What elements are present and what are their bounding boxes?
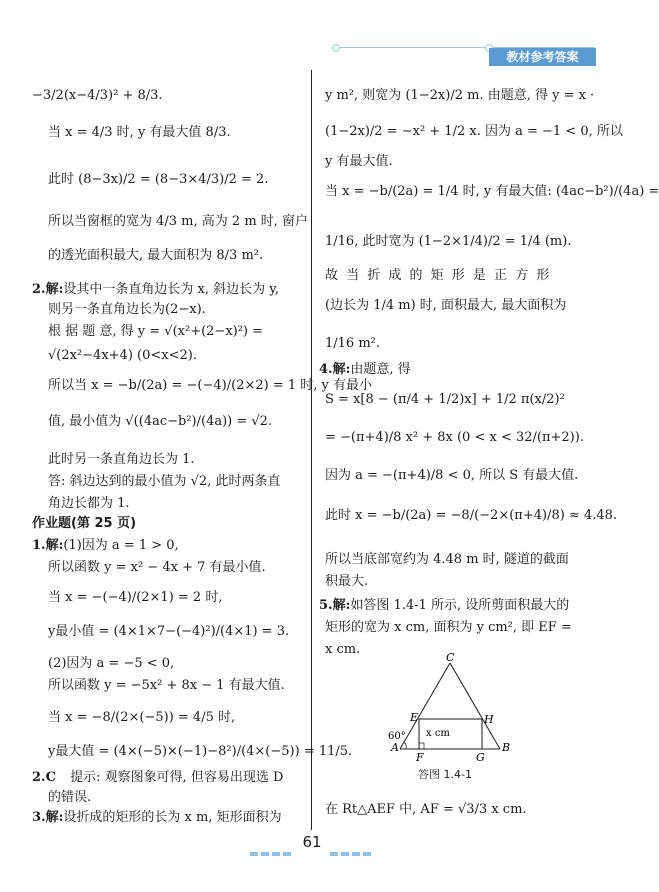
text-line: y最大值 = (4×(−5)×(−1)−8²)/(4×(−5)) = 11/5. [48,744,353,759]
text-line: y最小值 = (4×1×7−(−4)²)/(4×1) = 3. [48,624,290,639]
header-tab: 教材参考答案 [489,48,596,66]
text-line: 当 x = −(−4)/(2×1) = 2 时, [48,590,223,605]
text-line: 答: 斜边达到的最小值为 √2, 此时两条直 [48,474,281,489]
text-line: 1/16, 此时宽为 (1−2×1/4)/2 = 1/4 (m). [325,234,572,249]
text-line: 此时另一条直角边长为 1. [48,452,195,467]
text-line: S = x[8 − (π/4 + 1/2)x] + 1/2 π(x/2)² [325,392,565,407]
text-line: y 有最大值. [325,154,393,169]
text-line: 积最大. [325,574,369,589]
text-line: = −(π+4)/8 x² + 8x (0 < x < 32/(π+2)). [325,430,584,445]
text-line: 所以当底部宽约为 4.48 m 时, 隧道的截面 [325,552,569,567]
text-line: √(2x²−4x+4) (0<x<2). [48,348,197,363]
text-line: (边长为 1/4 m) 时, 面积最大, 最大面积为 [325,298,567,313]
text-line: 此时 (8−3x)/2 = (8−3×4/3)/2 = 2. [48,172,269,187]
text-line: 1/16 m². [325,336,380,351]
label-angle: 60° [388,731,406,742]
text-line: 设其中一条直角边长为 x, 斜边长为 y, [63,282,279,297]
problem-number: 2.C [32,770,56,785]
text-line: 如答图 1.4-1 所示, 设所剪面积最大的 [350,598,570,613]
text-line: 所以函数 y = −5x² + 8x − 1 有最大值. [48,678,285,693]
label-a: A [391,741,399,754]
text-line: 提示: 观察图象可得, 但容易出现选 D [70,770,284,785]
text-line: 当 x = −8/(2×(−5)) = 4/5 时, [48,710,236,725]
text-line: 当 x = −b/(2a) = 1/4 时, y 有最大值: (4ac−b²)/(4a) = [325,184,659,199]
text-line: 根 据 题 意, 得 y = √(x²+(2−x)²) = [48,324,264,339]
text-line: 当 x = 4/3 时, y 有最大值 8/3. [48,125,231,140]
label-g: G [476,751,485,764]
text-line: 则另一条直角边长为(2−x). [48,302,206,317]
label-c: C [446,651,455,664]
triangle-figure [386,651,516,763]
angle-arc [404,742,406,749]
text-line: y m², 则宽为 (1−2x)/2 m. 由题意, 得 y = x · [325,88,595,103]
text-line: 由题意, 得 [350,362,411,377]
label-f: F [416,751,424,764]
text-line: (2)因为 a = −5 < 0, [48,656,175,671]
problem-number: 2.解: [32,282,64,297]
figure-caption: 答图 1.4-1 [418,768,472,781]
right-angle-mark [419,743,424,749]
text-line: x cm. [325,642,361,657]
problem-number: 1.解: [32,538,64,553]
text-line: 在 Rt△AEF 中, AF = √3/3 x cm. [325,802,527,817]
problem-number: 4.解: [319,362,351,377]
text-line: 的错误. [48,790,92,805]
text-line: 设折成的矩形的长为 x m, 矩形面积为 [63,810,282,825]
footer-dashes-right [330,841,374,845]
section-heading: 作业题(第 25 页) [32,516,137,531]
text-line: −3/2(x−4/3)² + 8/3. [32,88,163,103]
label-b: B [502,741,511,754]
label-rect-width: x cm [426,728,450,739]
column-divider [311,70,312,830]
text-line: 角边长都为 1. [48,496,130,511]
text-line: 故 当 折 成 的 矩 形 是 正 方 形 [325,268,552,283]
side-bc [450,663,500,749]
text-line: 此时 x = −b/(2a) = −8/(−2×(π+4)/8) ≈ 4.48. [325,508,618,523]
problem-number: 5.解: [319,598,351,613]
label-h: H [484,713,494,726]
header-dot [332,44,340,52]
text-line: 因为 a = −(π+4)/8 < 0, 所以 S 有最大值. [325,468,579,483]
text-line: (1)因为 a = 1 > 0, [63,538,179,553]
text-line: 矩形的宽为 x cm, 面积为 y cm², 即 EF = [325,620,572,635]
text-line: 的透光面积最大, 最大面积为 8/3 m². [48,248,264,263]
text-line: 值, 最小值为 √((4ac−b²)/(4a)) = √2. [48,414,273,429]
problem-number: 3.解: [32,810,64,825]
text-line: (1−2x)/2 = −x² + 1/2 x. 因为 a = −1 < 0, 所以 [325,124,623,139]
text-line: 所以当窗框的宽为 4/3 m, 高为 2 m 时, 窗户 [48,214,309,229]
page-number: 61 [302,833,322,851]
text-line: 所以当 x = −b/(2a) = −(−4)/(2×2) = 1 时, y 有最小 [48,378,372,393]
label-e: E [410,711,419,724]
text-line: 所以函数 y = x² − 4x + 7 有最小值. [48,560,266,575]
